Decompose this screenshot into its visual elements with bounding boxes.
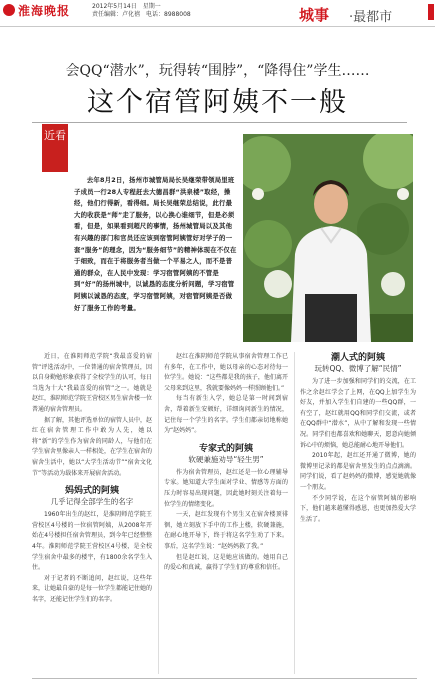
col1-para: 对于记者的不断追问，赵红说，这些年来，让她最自豪的是每一位学生都能记住她的名字，还能记住学生们的名字。 bbox=[32, 574, 153, 603]
col3-para: 为了进一步加强和同学们的交流，在工作之余赵红学会了上网，在QQ上加学生为好友，并加入学生们自建的一些QQ群，一有空了，赵红就用QQ和同学们交流，或者在QQ群中“潜水”，从中了解和发现一些情况。同学们也都喜欢和她聊天，愿意向她倾诉心中的烦恼，她总能耐心地开导他们。 bbox=[300, 378, 416, 449]
issue-phone: 电话：8988008 bbox=[146, 11, 191, 18]
col2-subdeck: 软硬兼施劝导“轻生男” bbox=[188, 454, 264, 464]
col3-para: 不少同学说，在这个宿管阿姨的影响下，他们越来越懂得感恩，也更加热爱大学生活了。 bbox=[300, 494, 416, 523]
column-divider bbox=[158, 352, 159, 674]
article-kicker: 会QQ“潜水”，玩得转“围脖”，“降得住”学生…… bbox=[65, 63, 370, 79]
bottom-rule bbox=[32, 678, 417, 679]
article-headline: 这个宿管阿姨不一般 bbox=[87, 87, 348, 118]
page-marker bbox=[428, 4, 434, 20]
masthead-bar bbox=[0, 0, 435, 27]
issue-editor: 责任编辑：卢化禧 bbox=[92, 11, 141, 18]
col2-para: 赵红在淮阴师范学院从事宿舍管理工作已有多年，在工作中，她以母亲的心态对待每一位学生。她说：“这些都是我的孩子，他们离开父母来到这里，我就要像妈妈一样照顾他们。” bbox=[164, 353, 288, 392]
col2-para: 每当有新生入学，她总是第一时间到宿舍，帮着新生安顿好，详细询问新生的情况，记住每一个学生的名字。学生们都亲切地称她为“赵妈妈”。 bbox=[164, 395, 288, 435]
col1-para: 近日，在淮阴师范学院“我最喜爱的宿管”评选活动中，一位普通的宿舍管理员，因以自身勤勉形象获得了全校学生的认可，每日当选为十大“我最喜爱的宿管”之一。她就是赵红，淮阴师范学院王营校区男生宿舍楼一位普通的宿舍管理员。 bbox=[32, 353, 153, 413]
col2-para: 一天，赵红发现有个男生又在宿舍楼顶徘徊，她立刻放下手中的工作上楼，软硬兼施，在耐心地开导下，终于将这名学生劝了下来。事后，这名学生说：“赵妈妈救了我。” bbox=[164, 511, 288, 550]
article-lead: 去年8月2日，扬州市城管局局长吴继荣带领局里班子成员一行28人专程赶去大德昌群“洪泉楼”取经，操经，他们行得新，看得细。局长吴继荣总结说，此行最大的收获是“师”走了服务，以心换心谁细节，但是必须看，但是，如果看到超尺的事情，扬州城管局以及其他有兴趣的部门和官员还应该到宿管阿姨管好对学子的一套“服务”的理念，因为“服务细节”的精神体现在不仅在于细致，而在于将服务者当做一个平易之人，而不是普通的群众，在人民中发现：学习宿管阿姨的不管是到“好”的扬州城中，以诚恳的态度分析问题，学习宿管阿姨以诚恳的态度，学习宿管阿姨，对宿管阿姨是否做好了服务工作的考量。 bbox=[74, 176, 237, 312]
column-3 bbox=[300, 352, 416, 525]
section-sub: ·最都市 bbox=[349, 10, 393, 25]
col2-subheading: 专家式的阿姨 bbox=[198, 443, 253, 454]
issue-weekday: 星期一 bbox=[142, 3, 161, 10]
section-main: 城事 bbox=[299, 6, 330, 24]
col1-subdeck: 几乎记得全部学生的名字 bbox=[50, 497, 134, 507]
article-photo bbox=[243, 134, 413, 342]
column-2 bbox=[164, 352, 288, 574]
newspaper-logo-icon bbox=[3, 4, 15, 16]
col3-subdeck: 玩转QQ、微博了解“民情” bbox=[314, 364, 402, 373]
photo-illustration bbox=[243, 134, 413, 342]
col1-subheading: 妈妈式的阿姨 bbox=[64, 486, 119, 497]
col3-para: 2010年起，赵红还开通了微博，她的微博里记录的都是宿舍里发生的点点滴滴。同学们说，看了赵妈妈的微博，感觉她就像一个朋友。 bbox=[300, 452, 416, 491]
headline-rule bbox=[32, 122, 407, 123]
paper-name: 淮海晚报 bbox=[18, 4, 71, 18]
column-1 bbox=[32, 352, 152, 605]
column-divider bbox=[294, 352, 295, 674]
col3-subheading: 潮人式的阿姨 bbox=[330, 353, 385, 363]
col1-para: 1960年出生的赵红，是淮阴师范学院王营校区4号楼的一位宿管阿姨，从2008年开始在4号楼担任宿舍管理员，到今年已经整整4年。淮阴师范学院王营校区4号楼，是全校学生宿舍中最多的楼宇，有1800余名学生入住。 bbox=[32, 511, 152, 572]
col1-para: 据了解，其他评选单位的宿管人员中，赵红在宿舍管理工作中敢为人先，她以将“新”的学生作为宿舍的同龄人，与他们在学生宿舍里像亲人一样相处，在学生在宿舍的宿舍生活中，她以“大学生活动节”“宿舍文化节”等活动为载体来开展宿舍活动。 bbox=[32, 416, 153, 477]
issue-date: 2012年5月14日 bbox=[92, 3, 137, 10]
section-title bbox=[299, 1, 421, 23]
col2-para: 但是赵红说，这是她应该做的。她用自己的爱心和真诚，赢得了学生们的尊重和信任。 bbox=[164, 553, 288, 572]
issue-meta bbox=[92, 3, 197, 19]
col2-para: 作为宿舍管理员，赵红还是一位心理辅导专家。她知道大学生面对学业、情感等方面的压力时容易出现问题，因此她时刻关注着每一位学生的情绪变化。 bbox=[164, 468, 288, 508]
column-stamp: 近看 bbox=[42, 124, 68, 172]
